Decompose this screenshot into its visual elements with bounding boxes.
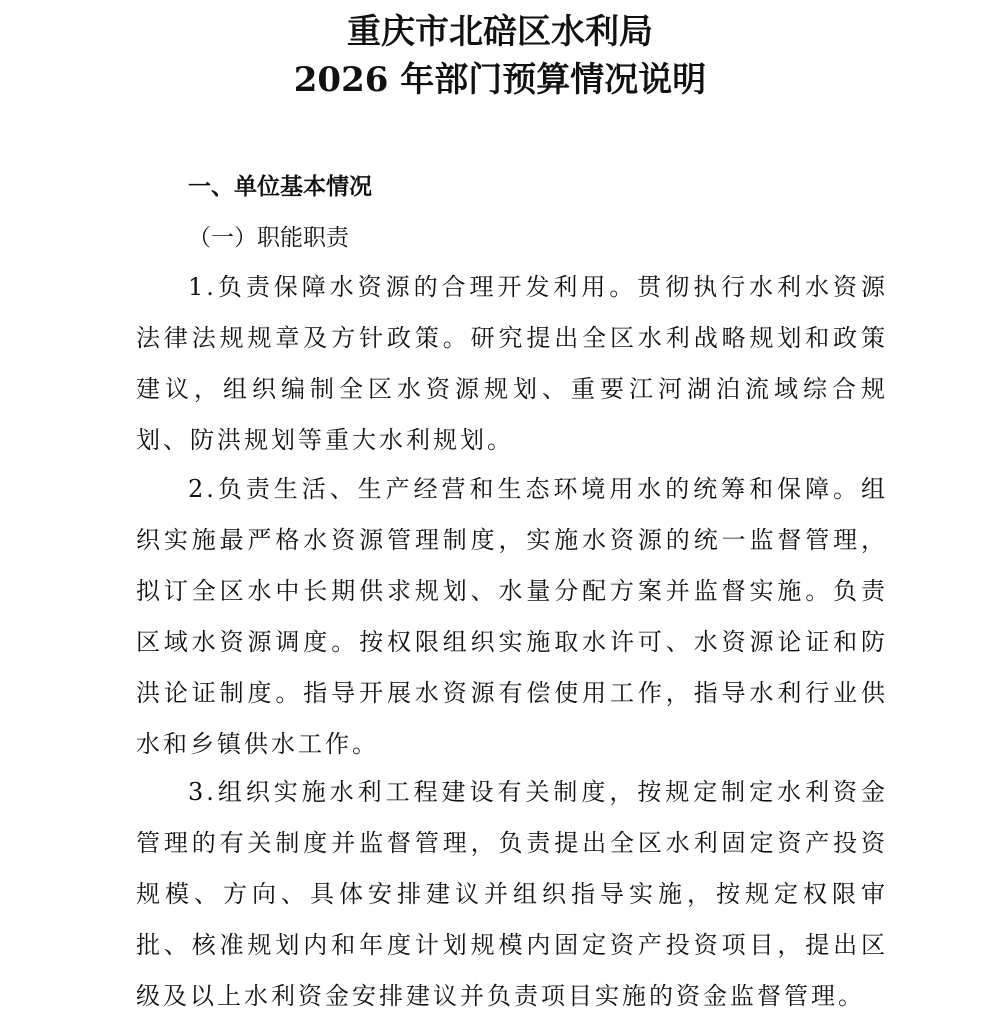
document-title-line-1: 重庆市北碚区水利局 xyxy=(347,12,653,52)
paragraph-2: 2.负责生活、生产经营和生态环境用水的统筹和保障。组织实施最严格水资源管理制度，实施水资源的统一监督管理，拟订全区水中长期供求规划、水量分配方案并监督实施。负责区域水资源调度。按权限组织实施取水许可、水资源论证和防洪论证制度。指导开展水资源有偿使用工作，指导水利行业供水和乡镇供水工作。 xyxy=(136,475,888,758)
paragraph-3: 3.组织实施水利工程建设有关制度，按规定制定水利资金管理的有关制度并监督管理，负责提出全区水利固定资产投资规模、方向、具体安排建议并组织指导实施，按规定权限审批、核准规划内和年度计划规模内固定资产投资项目，提出区级及以上水利资金安排建议并负责项目实施的资金监督管理。 xyxy=(136,778,888,1010)
section-heading: 一、单位基本情况 xyxy=(188,174,372,200)
document-title-line-2: 2026 年部门预算情况说明 xyxy=(293,60,707,100)
subsection-heading: （一）职能职责 xyxy=(188,225,349,251)
paragraph-1: 1.负责保障水资源的合理开发利用。贯彻执行水利水资源法律法规规章及方针政策。研究提出全区水利战略规划和政策建议，组织编制全区水资源规划、重要江河湖泊流域综合规划、防洪规划等重大水利规划。 xyxy=(136,273,888,454)
